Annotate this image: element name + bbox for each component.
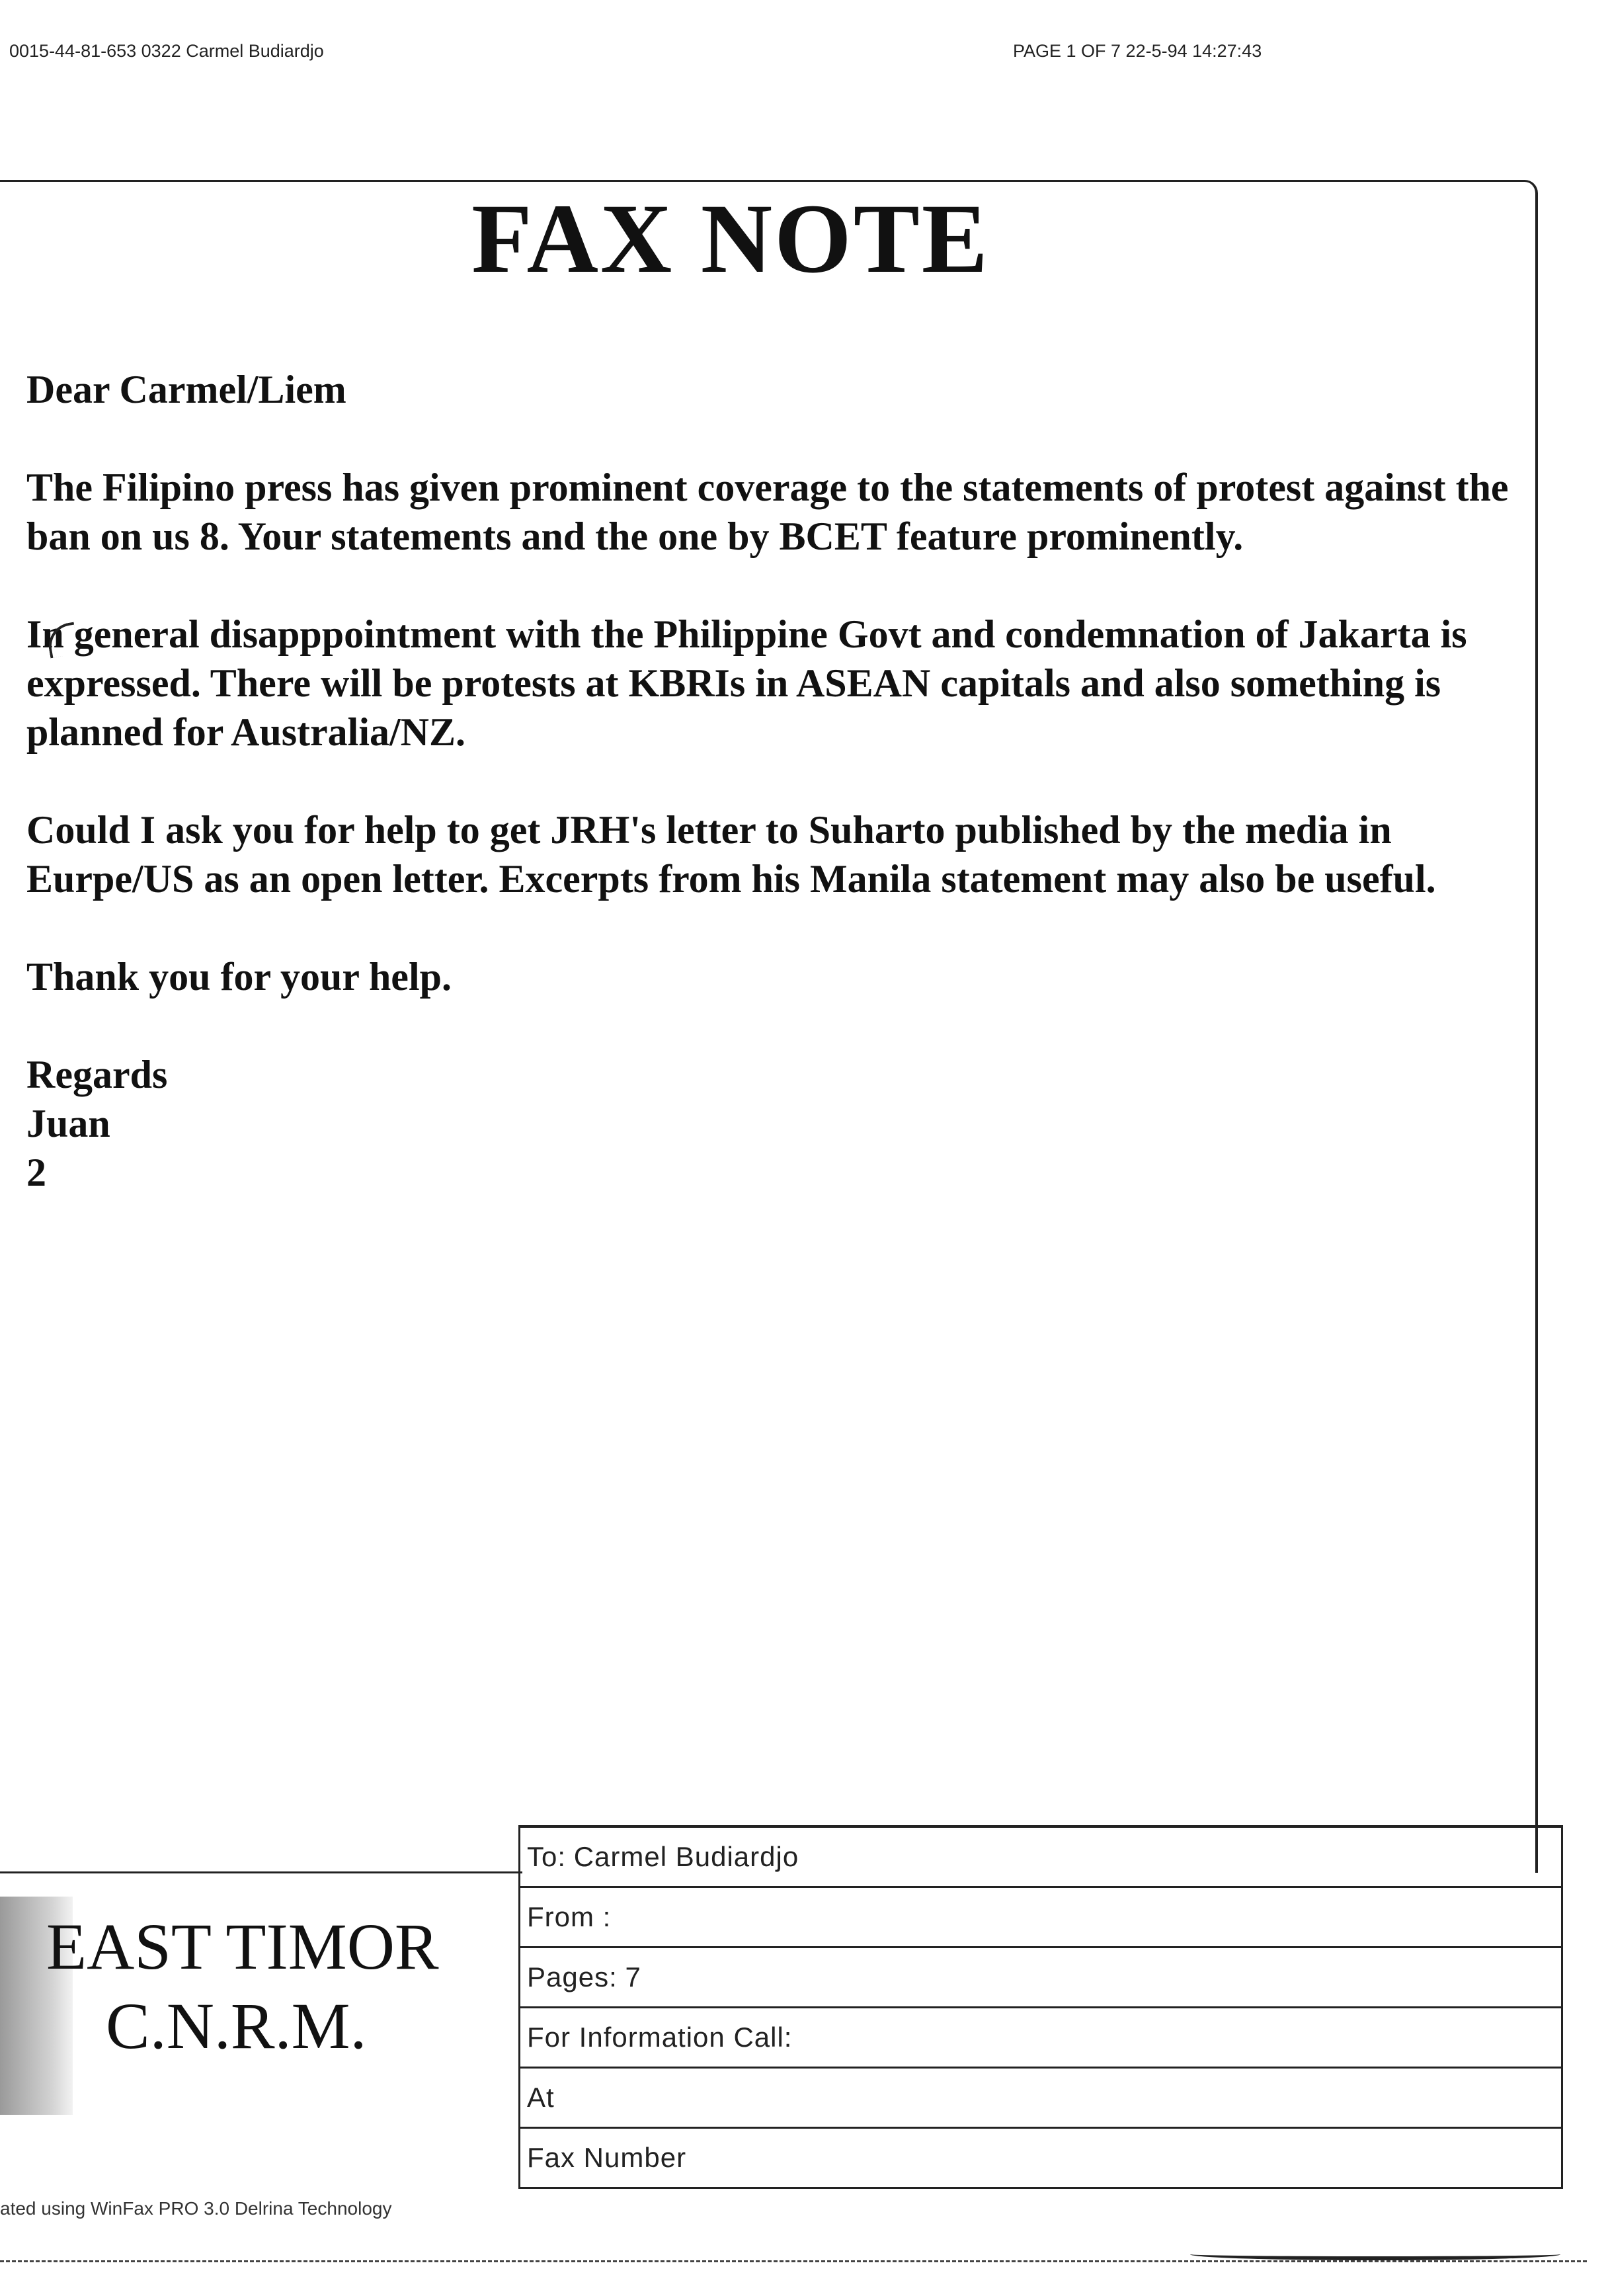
fax-header-sender: 0015-44-81-653 0322 Carmel Budiardjo <box>9 41 324 61</box>
form-label-info-call: For Information Call: <box>527 2022 793 2053</box>
fax-info-table <box>518 1825 1563 2189</box>
fax-header-page-info: PAGE 1 OF 7 22-5-94 14:27:43 <box>1013 41 1262 61</box>
page-title: FAX NOTE <box>471 184 990 294</box>
paragraph-2: In general disapppointment with the Philippine Govt and condemnation of Jakarta is expressed. There will be protests at KBRIs in ASEAN capitals and also something is planned for Australia/NZ. <box>26 612 1467 754</box>
signature: Juan <box>26 1102 110 1145</box>
form-row-fax-number <box>520 2129 1561 2187</box>
form-row-info-call <box>520 2008 1561 2069</box>
bottom-rule <box>0 2260 1587 2262</box>
form-label-pages: Pages: <box>527 1961 618 1992</box>
paragraph-3: Could I ask you for help to get JRH's letter to Suharto published by the media in Eurpe/US as an open letter. Excerpts from his Manila statement may also be useful. <box>26 808 1436 901</box>
form-row-from <box>520 1888 1561 1948</box>
logo-line-1: EAST TIMOR <box>46 1910 439 1983</box>
form-row-at <box>520 2069 1561 2129</box>
form-label-from: From : <box>527 1901 612 1932</box>
logo-line-2: C.N.R.M. <box>106 1989 367 2063</box>
form-label-at: At <box>527 2082 555 2113</box>
form-value-pages: 7 <box>625 1961 641 1992</box>
paragraph-1: The Filipino press has given prominent coverage to the statements of protest against the ban on us 8. Your statements and the one by BCET feature prominently. <box>26 466 1509 558</box>
letter-body <box>26 365 1527 1197</box>
salutation: Dear Carmel/Liem <box>26 368 346 411</box>
footer-generator-note: ated using WinFax PRO 3.0 Delrina Technology <box>0 2198 392 2219</box>
form-label-fax-number: Fax Number <box>527 2142 687 2173</box>
paragraph-4: Thank you for your help. <box>26 955 452 999</box>
form-value-to: Carmel Budiardjo <box>573 1841 799 1872</box>
form-label-to: To: <box>527 1841 567 1872</box>
form-row-to <box>520 1828 1561 1888</box>
date-fragment: 2 <box>26 1151 46 1194</box>
bottom-swoosh <box>1190 2248 1560 2260</box>
form-row-pages <box>520 1948 1561 2008</box>
closing: Regards <box>26 1053 168 1096</box>
